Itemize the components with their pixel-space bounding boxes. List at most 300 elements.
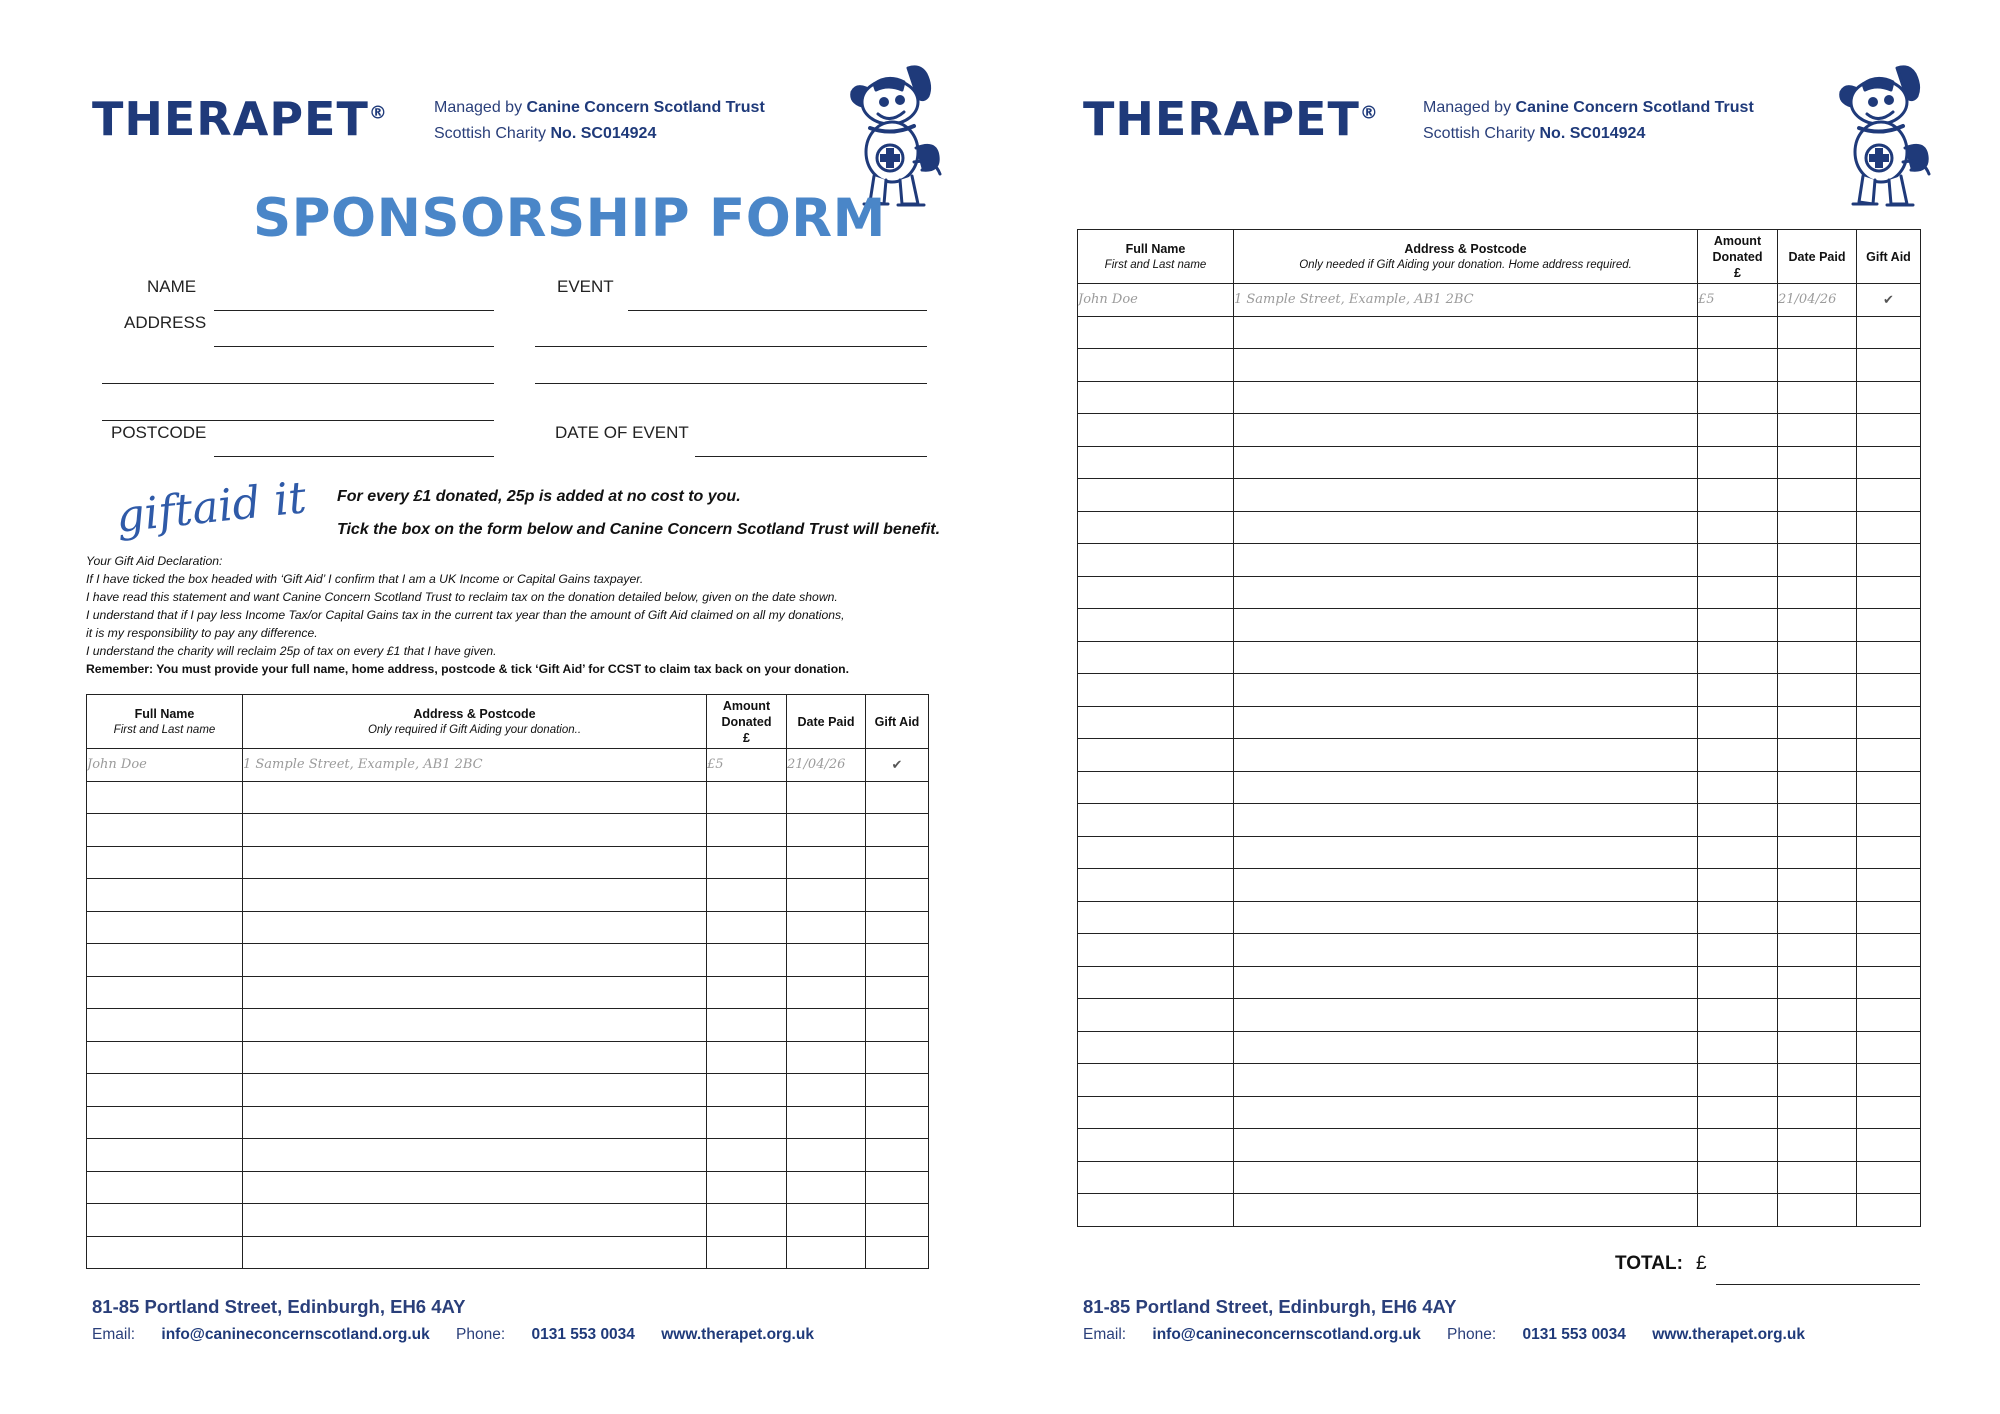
cell-amount[interactable] [1698,446,1778,479]
therapet-logo: THERAPET® [92,92,388,146]
cell-address[interactable] [1234,609,1698,642]
cell-address[interactable] [1234,446,1698,479]
cell-date-paid[interactable] [1778,771,1857,804]
address-field-line-2[interactable] [102,383,494,384]
cell-full-name[interactable] [1078,804,1234,837]
cell-amount[interactable] [1698,1096,1778,1129]
cell-date-paid[interactable] [787,879,866,912]
cell-full-name[interactable] [1078,901,1234,934]
table-row [87,1106,929,1139]
header-date-paid: Date Paid [1778,230,1857,284]
cell-full-name[interactable] [87,1074,243,1107]
cell-address[interactable] [1234,901,1698,934]
cell-date-paid[interactable] [1778,446,1857,479]
cell-full-name[interactable] [1078,641,1234,674]
cell-full-name[interactable] [1078,739,1234,772]
cell-address[interactable] [243,1204,707,1237]
cell-amount[interactable] [707,814,787,847]
cell-amount[interactable] [1698,901,1778,934]
cell-date-paid[interactable] [1778,804,1857,837]
cell-full-name[interactable] [1078,771,1234,804]
cell-gift-aid[interactable] [1857,739,1921,772]
sample-row [87,749,929,782]
cell-date-paid[interactable] [1778,1096,1857,1129]
cell-amount[interactable] [707,1204,787,1237]
date-of-event-field-line[interactable] [695,456,927,457]
cell-amount[interactable] [1698,316,1778,349]
table-row [1078,414,1921,447]
footer-contacts: Email: info@canineconcernscotland.org.uk Phone: 0131 553 0034 www.therapet.org.uk [1083,1326,1805,1343]
cell-gift-aid[interactable] [866,814,929,847]
declaration-line: I understand the charity will reclaim 25p of tax on every £1 that I have given. [86,644,497,658]
cell-address[interactable] [1234,1161,1698,1194]
cell-date-paid[interactable] [787,976,866,1009]
cell-amount[interactable] [707,1041,787,1074]
cell-gift-aid[interactable] [1857,869,1921,902]
table-row [1078,511,1921,544]
cell-full-name[interactable] [1078,1194,1234,1227]
cell-full-name[interactable] [87,944,243,977]
cell-address[interactable] [243,1139,707,1172]
cell-address[interactable] [1234,674,1698,707]
table-row [1078,706,1921,739]
cell-gift-aid[interactable] [866,911,929,944]
cell-date-paid[interactable] [787,1009,866,1042]
giftaid-line-2: Tick the box on the form below and Canine Concern Scotland Trust will benefit. [337,521,941,538]
cell-date-paid[interactable] [787,846,866,879]
charity-name: Canine Concern Scotland Trust [1515,99,1754,116]
cell-date-paid[interactable] [1778,934,1857,967]
cell-address[interactable] [1234,414,1698,447]
cell-date-paid[interactable] [787,1074,866,1107]
header-date-paid: Date Paid [787,695,866,749]
sample-amount: £5 [1698,284,1778,317]
cell-full-name[interactable] [87,911,243,944]
cell-gift-aid[interactable] [866,846,929,879]
footer-email-link[interactable]: info@canineconcernscotland.org.uk [161,1326,430,1343]
cell-amount[interactable] [1698,609,1778,642]
cell-gift-aid[interactable] [1857,414,1921,447]
postcode-label: POSTCODE [111,423,207,442]
cell-full-name[interactable] [87,781,243,814]
name-label: NAME [147,277,197,296]
sample-name: John Doe [87,749,243,782]
cell-gift-aid[interactable] [1857,609,1921,642]
sample-name: John Doe [1078,284,1234,317]
cell-address[interactable] [243,814,707,847]
cell-address[interactable] [1234,479,1698,512]
cell-address[interactable] [243,911,707,944]
cell-date-paid[interactable] [787,1139,866,1172]
name-field-line[interactable] [214,310,494,311]
cell-address[interactable] [1234,771,1698,804]
cell-date-paid[interactable] [1778,901,1857,934]
cell-gift-aid[interactable] [1857,836,1921,869]
cell-address[interactable] [243,944,707,977]
cell-amount[interactable] [1698,674,1778,707]
cell-amount[interactable] [1698,1064,1778,1097]
charity-name: Canine Concern Scotland Trust [526,99,765,116]
cell-address[interactable] [1234,349,1698,382]
cell-address[interactable] [243,781,707,814]
declaration-line: it is my responsibility to pay any difference. [86,626,318,640]
cell-amount[interactable] [1698,544,1778,577]
cell-amount[interactable] [1698,836,1778,869]
cell-gift-aid[interactable] [866,1236,929,1269]
footer-phone: 0131 553 0034 [531,1326,635,1343]
cell-date-paid[interactable] [787,781,866,814]
cell-date-paid[interactable] [1778,414,1857,447]
table-row [1078,836,1921,869]
cell-gift-aid[interactable] [1857,381,1921,414]
giftaid-line-1: For every £1 donated, 25p is added at no cost to you. [337,488,741,505]
cell-full-name[interactable] [1078,1064,1234,1097]
cell-address[interactable] [1234,999,1698,1032]
total-field-line[interactable] [1716,1284,1920,1285]
cell-address[interactable] [1234,1031,1698,1064]
header-address: Address & Postcode Only needed if Gift Aiding your donation. Home address required. [1234,230,1698,284]
cell-full-name[interactable] [1078,609,1234,642]
cell-gift-aid[interactable] [1857,804,1921,837]
address-field-line-3[interactable] [102,420,494,421]
cell-gift-aid[interactable] [1857,771,1921,804]
cell-gift-aid[interactable] [866,879,929,912]
cell-amount[interactable] [1698,511,1778,544]
table-row [87,976,929,1009]
cell-full-name[interactable] [1078,966,1234,999]
cell-address[interactable] [1234,706,1698,739]
cell-gift-aid[interactable] [866,1074,929,1107]
cell-full-name[interactable] [1078,1161,1234,1194]
cell-date-paid[interactable] [1778,674,1857,707]
cell-gift-aid[interactable] [866,1171,929,1204]
donations-table-left [86,694,929,1269]
cell-amount[interactable] [1698,381,1778,414]
cell-full-name[interactable] [87,1009,243,1042]
cell-date-paid[interactable] [787,1236,866,1269]
cell-full-name[interactable] [1078,1129,1234,1162]
cell-gift-aid[interactable] [1857,544,1921,577]
cell-gift-aid[interactable] [1857,934,1921,967]
event-field-line-2[interactable] [535,346,927,347]
declaration-line: I understand that if I pay less Income Tax/or Capital Gains tax in the current tax year than the amount of Gift Aid claimed on all my donations, [86,608,845,622]
header-amount: Amount Donated £ [1698,230,1778,284]
cell-address[interactable] [243,1106,707,1139]
cell-full-name[interactable] [87,1041,243,1074]
footer-email-link[interactable]: info@canineconcernscotland.org.uk [1152,1326,1421,1343]
cell-gift-aid[interactable] [1857,576,1921,609]
cell-amount[interactable] [1698,999,1778,1032]
cell-address[interactable] [243,1236,707,1269]
cell-address[interactable] [1234,641,1698,674]
table-row [87,1041,929,1074]
cell-address[interactable] [1234,1194,1698,1227]
cell-gift-aid[interactable] [1857,446,1921,479]
cell-amount[interactable] [1698,1161,1778,1194]
cell-date-paid[interactable] [1778,869,1857,902]
cell-address[interactable] [243,846,707,879]
cell-date-paid[interactable] [1778,479,1857,512]
cell-full-name[interactable] [1078,446,1234,479]
cell-date-paid[interactable] [1778,316,1857,349]
cell-full-name[interactable] [1078,1096,1234,1129]
cell-date-paid[interactable] [787,1106,866,1139]
cell-gift-aid[interactable] [1857,641,1921,674]
cell-date-paid[interactable] [1778,381,1857,414]
cell-gift-aid[interactable] [1857,674,1921,707]
cell-gift-aid[interactable] [1857,479,1921,512]
cell-gift-aid[interactable] [1857,1064,1921,1097]
cell-address[interactable] [1234,739,1698,772]
cell-date-paid[interactable] [787,1204,866,1237]
cell-amount[interactable] [1698,1129,1778,1162]
cell-date-paid[interactable] [1778,966,1857,999]
cell-address[interactable] [1234,576,1698,609]
declaration-line: I have read this statement and want Canine Concern Scotland Trust to reclaim tax on the donation detailed below, given on the date shown. [86,590,838,604]
cell-address[interactable] [243,1074,707,1107]
cell-gift-aid[interactable] [866,944,929,977]
cell-amount[interactable] [707,1106,787,1139]
cell-gift-aid[interactable] [1857,706,1921,739]
cell-gift-aid[interactable] [1857,1129,1921,1162]
cell-gift-aid[interactable] [1857,316,1921,349]
cell-full-name[interactable] [1078,1031,1234,1064]
cell-address[interactable] [1234,381,1698,414]
cell-amount[interactable] [707,879,787,912]
cell-gift-aid[interactable] [866,1009,929,1042]
cell-full-name[interactable] [1078,316,1234,349]
cell-date-paid[interactable] [1778,576,1857,609]
postcode-field-line[interactable] [214,456,494,457]
cell-amount[interactable] [707,1139,787,1172]
cell-amount[interactable] [707,911,787,944]
cell-amount[interactable] [1698,869,1778,902]
cell-date-paid[interactable] [1778,739,1857,772]
cell-amount[interactable] [707,1236,787,1269]
cell-full-name[interactable] [1078,934,1234,967]
registered-mark: ® [368,102,388,124]
cell-gift-aid[interactable] [1857,1096,1921,1129]
cell-amount[interactable] [707,1074,787,1107]
cell-date-paid[interactable] [1778,836,1857,869]
cell-address[interactable] [243,879,707,912]
cell-date-paid[interactable] [787,911,866,944]
cell-date-paid[interactable] [1778,1031,1857,1064]
cell-full-name[interactable] [87,846,243,879]
cell-address[interactable] [1234,1129,1698,1162]
sample-row [1078,284,1921,317]
table-row [87,814,929,847]
cell-date-paid[interactable] [1778,1194,1857,1227]
cell-full-name[interactable] [87,1171,243,1204]
cell-full-name[interactable] [1078,349,1234,382]
cell-gift-aid[interactable] [1857,1161,1921,1194]
table-row [1078,1064,1921,1097]
cell-full-name[interactable] [87,976,243,1009]
cell-address[interactable] [243,1171,707,1204]
cell-amount[interactable] [1698,1194,1778,1227]
cell-full-name[interactable] [1078,869,1234,902]
header-gift-aid: Gift Aid [1857,230,1921,284]
cell-gift-aid[interactable] [1857,999,1921,1032]
table-row [1078,1161,1921,1194]
cell-full-name[interactable] [1078,381,1234,414]
table-row [1078,446,1921,479]
table-row [87,911,929,944]
address-field-line-1[interactable] [214,346,494,347]
cell-address[interactable] [243,1009,707,1042]
header-amount: Amount Donated £ [707,695,787,749]
cell-gift-aid[interactable] [866,1139,929,1172]
cell-date-paid[interactable] [787,944,866,977]
cell-full-name[interactable] [1078,706,1234,739]
table-row [1078,316,1921,349]
cell-gift-aid[interactable] [866,1041,929,1074]
cell-full-name[interactable] [87,1236,243,1269]
cell-address[interactable] [1234,934,1698,967]
cell-date-paid[interactable] [1778,999,1857,1032]
footer-website-link[interactable]: www.therapet.org.uk [661,1326,814,1343]
total-label: TOTAL: [1615,1253,1683,1274]
cell-date-paid[interactable] [1778,1064,1857,1097]
sample-amount: £5 [707,749,787,782]
cell-date-paid[interactable] [1778,349,1857,382]
cell-amount[interactable] [1698,414,1778,447]
cell-full-name[interactable] [1078,576,1234,609]
table-row [87,1236,929,1269]
table-row [1078,901,1921,934]
table-row [87,781,929,814]
sample-address: 1 Sample Street, Example, AB1 2BC [243,749,707,782]
table-row [1078,1096,1921,1129]
cell-date-paid[interactable] [1778,706,1857,739]
header-address: Address & Postcode Only required if Gift Aiding your donation.. [243,695,707,749]
table-row [1078,1031,1921,1064]
cell-full-name[interactable] [1078,414,1234,447]
table-row [87,1204,929,1237]
cell-gift-aid[interactable] [1857,1194,1921,1227]
cell-date-paid[interactable] [1778,544,1857,577]
cell-gift-aid[interactable] [866,1106,929,1139]
header-gift-aid: Gift Aid [866,695,929,749]
cell-address[interactable] [1234,1096,1698,1129]
cell-amount[interactable] [1698,771,1778,804]
charity-number: No. SC014924 [550,125,657,142]
therapet-dog-mascot-icon [1837,62,1935,212]
charity-number: No. SC014924 [1539,125,1646,142]
cell-address[interactable] [1234,544,1698,577]
donations-table-right [1077,229,1921,1227]
cell-amount[interactable] [1698,706,1778,739]
cell-amount[interactable] [707,781,787,814]
cell-address[interactable] [1234,966,1698,999]
cell-date-paid[interactable] [1778,1129,1857,1162]
footer-phone: 0131 553 0034 [1522,1326,1626,1343]
cell-gift-aid[interactable] [1857,511,1921,544]
cell-gift-aid[interactable] [1857,349,1921,382]
cell-full-name[interactable] [87,1204,243,1237]
table-row [87,1171,929,1204]
cell-full-name[interactable] [87,879,243,912]
cell-gift-aid[interactable] [866,1204,929,1237]
cell-address[interactable] [1234,1064,1698,1097]
cell-address[interactable] [1234,316,1698,349]
cell-amount[interactable] [707,1171,787,1204]
checkmark-icon: ✔ [866,749,929,782]
cell-gift-aid[interactable] [866,976,929,1009]
declaration-remember: Remember: You must provide your full name, home address, postcode & tick ‘Gift Aid’ for CCST to claim tax back on your donation. [86,662,849,676]
cell-full-name[interactable] [1078,999,1234,1032]
cell-amount[interactable] [707,846,787,879]
cell-amount[interactable] [1698,966,1778,999]
cell-amount[interactable] [707,944,787,977]
cell-amount[interactable] [1698,1031,1778,1064]
cell-amount[interactable] [1698,576,1778,609]
cell-date-paid[interactable] [1778,641,1857,674]
cell-full-name[interactable] [1078,511,1234,544]
table-row [1078,1194,1921,1227]
cell-full-name[interactable] [1078,544,1234,577]
cell-gift-aid[interactable] [1857,901,1921,934]
cell-amount[interactable] [1698,479,1778,512]
cell-date-paid[interactable] [1778,609,1857,642]
giftaid-logo: giftaid it [113,472,309,543]
table-row [87,846,929,879]
cell-date-paid[interactable] [787,1171,866,1204]
event-field-line[interactable] [628,310,927,311]
cell-amount[interactable] [1698,739,1778,772]
cell-address[interactable] [243,1041,707,1074]
sample-date: 21/04/26 [1778,284,1857,317]
date-of-event-label: DATE OF EVENT [555,423,689,442]
cell-address[interactable] [1234,804,1698,837]
table-row [1078,869,1921,902]
cell-amount[interactable] [1698,804,1778,837]
cell-address[interactable] [1234,511,1698,544]
footer-address: 81-85 Portland Street, Edinburgh, EH6 4AY [92,1296,466,1317]
cell-date-paid[interactable] [787,814,866,847]
cell-amount[interactable] [1698,349,1778,382]
cell-full-name[interactable] [1078,836,1234,869]
cell-full-name[interactable] [1078,479,1234,512]
declaration-line: Your Gift Aid Declaration: [86,554,223,568]
cell-date-paid[interactable] [1778,511,1857,544]
cell-gift-aid[interactable] [1857,966,1921,999]
cell-amount[interactable] [1698,934,1778,967]
charity-info: Managed by Canine Concern Scotland Trust Scottish Charity No. SC014924 [1423,99,1754,142]
event-field-line-3[interactable] [535,383,927,384]
cell-full-name[interactable] [87,814,243,847]
footer-website-link[interactable]: www.therapet.org.uk [1652,1326,1805,1343]
table-row [1078,771,1921,804]
cell-date-paid[interactable] [787,1041,866,1074]
cell-gift-aid[interactable] [1857,1031,1921,1064]
table-row [1078,641,1921,674]
table-row [87,1074,929,1107]
table-row [1078,804,1921,837]
cell-amount[interactable] [707,976,787,1009]
cell-full-name[interactable] [87,1106,243,1139]
cell-full-name[interactable] [87,1139,243,1172]
cell-date-paid[interactable] [1778,1161,1857,1194]
cell-address[interactable] [243,976,707,1009]
cell-address[interactable] [1234,869,1698,902]
cell-gift-aid[interactable] [866,781,929,814]
cell-full-name[interactable] [1078,674,1234,707]
cell-amount[interactable] [707,1009,787,1042]
cell-address[interactable] [1234,836,1698,869]
cell-amount[interactable] [1698,641,1778,674]
